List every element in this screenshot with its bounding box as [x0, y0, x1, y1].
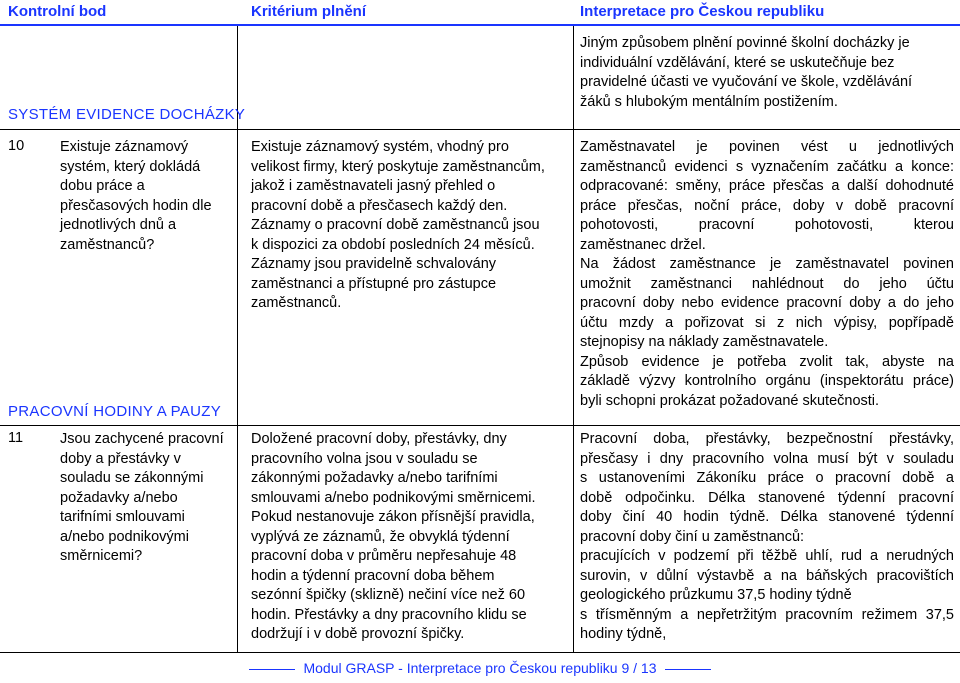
- row10-interpretation: Zaměstnavatel je povinen vést u jednotlivých zaměstnanců evidenci s vyznačením začátku a konce: odpracované: směny, práce přesčas a další dohodnuté práce přesčas, noční práce, doby v době pracovní pohotovosti, pracovní pohotovosti, kterou zaměstnanec držel. Na žádost zaměstnance je zaměstnavatel povinen umožnit zaměstnanci nahlédnout do jeho účtu pracovní doby nebo evidence pracovní doby a do jeho účtu mzdy a pořizovat si z nich výpisy, popřípadě stejnopisy na náklady zaměstnavatele. Způsob evidence je potřeba zvolit tak, abyste na základě výzvy kontrolního orgánu (inspektorátu práce) byli schopni prokázat požadované skutečnosti.: [580, 139, 954, 409]
- row10-checkpoint: Existuje záznamový systém, který dokládá dobu práce a přesčasových hodin dle jednotlivých dnů a zaměstnanců?: [60, 139, 212, 253]
- section-hours: PRACOVNÍ HODINY A PAUZY: [8, 403, 222, 420]
- top-interpretation: Jiným způsobem plnění povinné školní docházky je individuální vzdělávání, které se uskutečňuje bez pravidelné účasti ve vyučování ve škole, vzdělávání žáků s hlubokým mentálním postižením.: [580, 35, 913, 110]
- footer-text: Modul GRASP - Interpretace pro Českou republiku 9 / 13: [303, 660, 657, 676]
- row11-criterion: Doložené pracovní doby, přestávky, dny pracovního volna jsou v souladu se zákonnými požadavky a/nebo tarifními smlouvami a/nebo podnikovými směrnicemi. Pokud nestanovuje zákon přísnější pravidla, vyplývá ze záznamů, že obvyklá týdenní pracovní doba v průměru nepřesahuje 48 hodin a týdenní pracovní doba během sezónní špičky (sklizně) nečiní více než 60 hodin. Přestávky a dny pracovního klidu se dodržují i v době provozní špičky.: [251, 431, 536, 642]
- row10-criterion: Existuje záznamový systém, vhodný pro velikost firmy, který poskytuje zaměstnancům, jakož i zaměstnavateli jasný přehled o pracovní době a přesčasech každý den. Záznamy o pracovní době zaměstnanců jsou k dispozici za období posledních 24 měsíců. Záznamy jsou pravidelně schvalovány zaměstnanci a přístupné pro zástupce zaměstnanců.: [251, 139, 545, 311]
- section-evidence: SYSTÉM EVIDENCE DOCHÁZKY: [8, 106, 246, 123]
- row-number: 10: [8, 138, 25, 154]
- row11-interpretation: Pracovní doba, přestávky, bezpečnostní přestávky, přesčasy i dny pracovního volna musí být v souladu s ustanoveními Zákoníku práce o pracovní době a době odpočinku. Délka stanovené týdenní pracovní doby činí 40 hodin týdně. Délka stanovené týdenní pracovní doby činí u zaměstnanců: pracujících v podzemí při těžbě uhlí, rud a nerudných surovin, v důlní výstavbě a na báňských pracovištích geologického průzkumu 37,5 hodiny týdně s třísměnným a nepřetržitým pracovním režimem 37,5 hodiny týdně,: [580, 431, 954, 642]
- header-interpretation: Interpretace pro Českou republiku: [580, 3, 825, 20]
- page-footer: [0, 660, 960, 676]
- header-checkpoint: Kontrolní bod: [8, 3, 107, 20]
- table-bottom-border: [0, 652, 960, 653]
- row-number: 11: [8, 430, 24, 446]
- row-divider-10: [0, 129, 960, 130]
- footer-rule-right: [665, 669, 711, 670]
- table-header: [0, 0, 960, 26]
- row11-checkpoint: Jsou zachycené pracovní doby a přestávky v souladu se zákonnými požadavky a/nebo tarifními smlouvami a/nebo podnikovými směrnicemi?: [60, 431, 224, 564]
- column-divider-2: [573, 26, 574, 653]
- footer-rule-left: [249, 669, 295, 670]
- header-criterion: Kritérium plnění: [251, 3, 367, 20]
- row-divider-11: [0, 425, 960, 426]
